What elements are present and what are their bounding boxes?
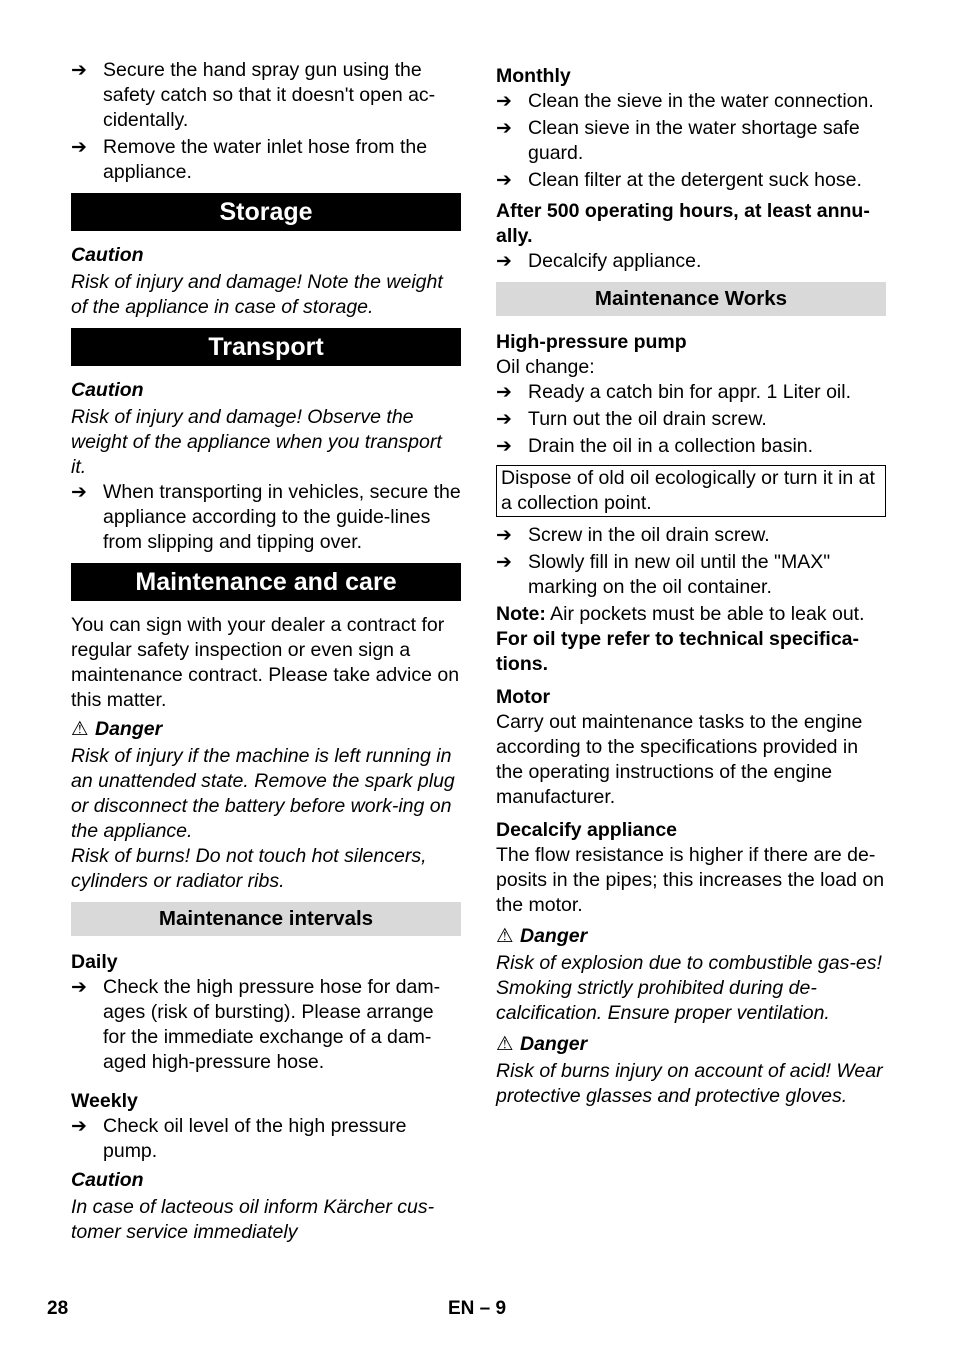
note-line: Note: Air pockets must be able to leak out. xyxy=(496,603,865,625)
list-item: ➔ Drain the oil in a collection basin. xyxy=(496,435,814,457)
list-item: ➔ Decalcify appliance. xyxy=(496,250,702,272)
oil-type-note: For oil type refer to technical specifica-tions. xyxy=(496,628,860,675)
monthly-label: Monthly xyxy=(496,65,571,87)
motor-label: Motor xyxy=(496,686,551,708)
arrow-icon: ➔ xyxy=(71,1116,87,1137)
danger-label: ⚠ Danger xyxy=(496,925,588,947)
subsection-heading-works: Maintenance Works xyxy=(496,282,886,316)
list-item: ➔ Screw in the oil drain screw. xyxy=(496,524,770,546)
arrow-icon: ➔ xyxy=(496,91,512,112)
left-column xyxy=(71,58,461,1245)
list-item: ➔ When transporting in vehicles, secure the appliance according to the guide-lines from slipping and tipping over. xyxy=(71,481,461,553)
list-item: ➔ Turn out the oil drain screw. xyxy=(496,408,767,430)
page-number: 28 xyxy=(47,1298,69,1319)
arrow-icon: ➔ xyxy=(496,251,512,272)
caution-label: Caution xyxy=(71,1169,144,1191)
oil-change-label: Oil change: xyxy=(496,356,595,378)
list-item: ➔ Clean the sieve in the water connection. xyxy=(496,90,874,112)
arrow-icon: ➔ xyxy=(71,977,87,998)
danger-text: Risk of burns injury on account of acid! Wear protective glasses and protective gloves. xyxy=(496,1060,883,1107)
list-item: ➔ Check oil level of the high pressure pump. xyxy=(71,1115,407,1162)
warning-icon: ⚠ xyxy=(71,718,89,740)
list-item: ➔ Check the high pressure hose for dam-ages (risk of bursting). Please arrange for the immediate exchange of a dam-aged high-pressure hose. xyxy=(71,976,441,1073)
list-item: ➔ Secure the hand spray gun using the safety catch so that it doesn't open ac-cidentally. xyxy=(71,59,436,131)
boxed-note: Dispose of old oil ecologically or turn it in at a collection point. xyxy=(496,465,886,517)
maintenance-intro: You can sign with your dealer a contract for regular safety inspection or even sign a maintenance contract. Please take advice on this matter. xyxy=(71,614,460,711)
arrow-icon: ➔ xyxy=(496,436,512,457)
arrow-icon: ➔ xyxy=(496,409,512,430)
caution-text: Risk of injury and damage! Note the weight of the appliance in case of storage. xyxy=(71,271,443,318)
daily-label: Daily xyxy=(71,951,118,973)
warning-icon: ⚠ xyxy=(496,925,514,947)
danger-text: Risk of burns! Do not touch hot silencers, cylinders or radiator ribs. xyxy=(71,845,427,892)
weekly-label: Weekly xyxy=(71,1090,138,1112)
list-item: ➔ Clean filter at the detergent suck hose. xyxy=(496,169,862,191)
arrow-icon: ➔ xyxy=(496,118,512,139)
arrow-icon: ➔ xyxy=(496,382,512,403)
page-code: EN – 9 xyxy=(448,1298,507,1319)
danger-text: Risk of injury if the machine is left running in an unattended state. Remove the spark plug or disconnect the battery before work-ing on the appliance. xyxy=(71,745,455,842)
list-item: ➔ Clean sieve in the water shortage safe guard. xyxy=(496,117,860,164)
list-item: ➔ Slowly fill in new oil until the "MAX" marking on the oil container. xyxy=(496,551,831,598)
after-500-hours-label: After 500 operating hours, at least annu-ally. xyxy=(496,200,870,247)
arrow-icon: ➔ xyxy=(496,552,512,573)
arrow-icon: ➔ xyxy=(71,60,87,81)
right-column xyxy=(496,58,886,1109)
subsection-heading-intervals: Maintenance intervals xyxy=(71,902,461,936)
section-heading-transport: Transport xyxy=(71,328,461,366)
arrow-icon: ➔ xyxy=(71,137,87,158)
arrow-icon: ➔ xyxy=(496,525,512,546)
motor-text: Carry out maintenance tasks to the engine according to the specifications provided in the operating instructions of the engine manufacturer. xyxy=(496,711,863,808)
list-item: ➔ Remove the water inlet hose from the appliance. xyxy=(71,136,428,183)
arrow-icon: ➔ xyxy=(71,482,87,503)
caution-label: Caution xyxy=(71,379,144,401)
section-heading-maintenance: Maintenance and care xyxy=(71,563,461,601)
decalcify-text: The flow resistance is higher if there are de-posits in the pipes; this increases the load on the motor. xyxy=(496,844,885,916)
section-heading-storage: Storage xyxy=(71,193,461,231)
hp-pump-label: High-pressure pump xyxy=(496,331,687,353)
caution-text: In case of lacteous oil inform Kärcher cus-tomer service immediately xyxy=(71,1196,435,1243)
arrow-icon: ➔ xyxy=(496,170,512,191)
danger-label: ⚠ Danger xyxy=(71,718,163,740)
list-item: ➔ Ready a catch bin for appr. 1 Liter oil. xyxy=(496,381,852,403)
caution-label: Caution xyxy=(71,244,144,266)
caution-text: Risk of injury and damage! Observe the weight of the appliance when you transport it. xyxy=(71,406,442,478)
warning-icon: ⚠ xyxy=(496,1033,514,1055)
danger-label: ⚠ Danger xyxy=(496,1033,588,1055)
danger-text: Risk of explosion due to combustible gas-es! Smoking strictly prohibited during de-calcification. Ensure proper ventilation. xyxy=(496,952,882,1024)
decalcify-label: Decalcify appliance xyxy=(496,819,678,841)
